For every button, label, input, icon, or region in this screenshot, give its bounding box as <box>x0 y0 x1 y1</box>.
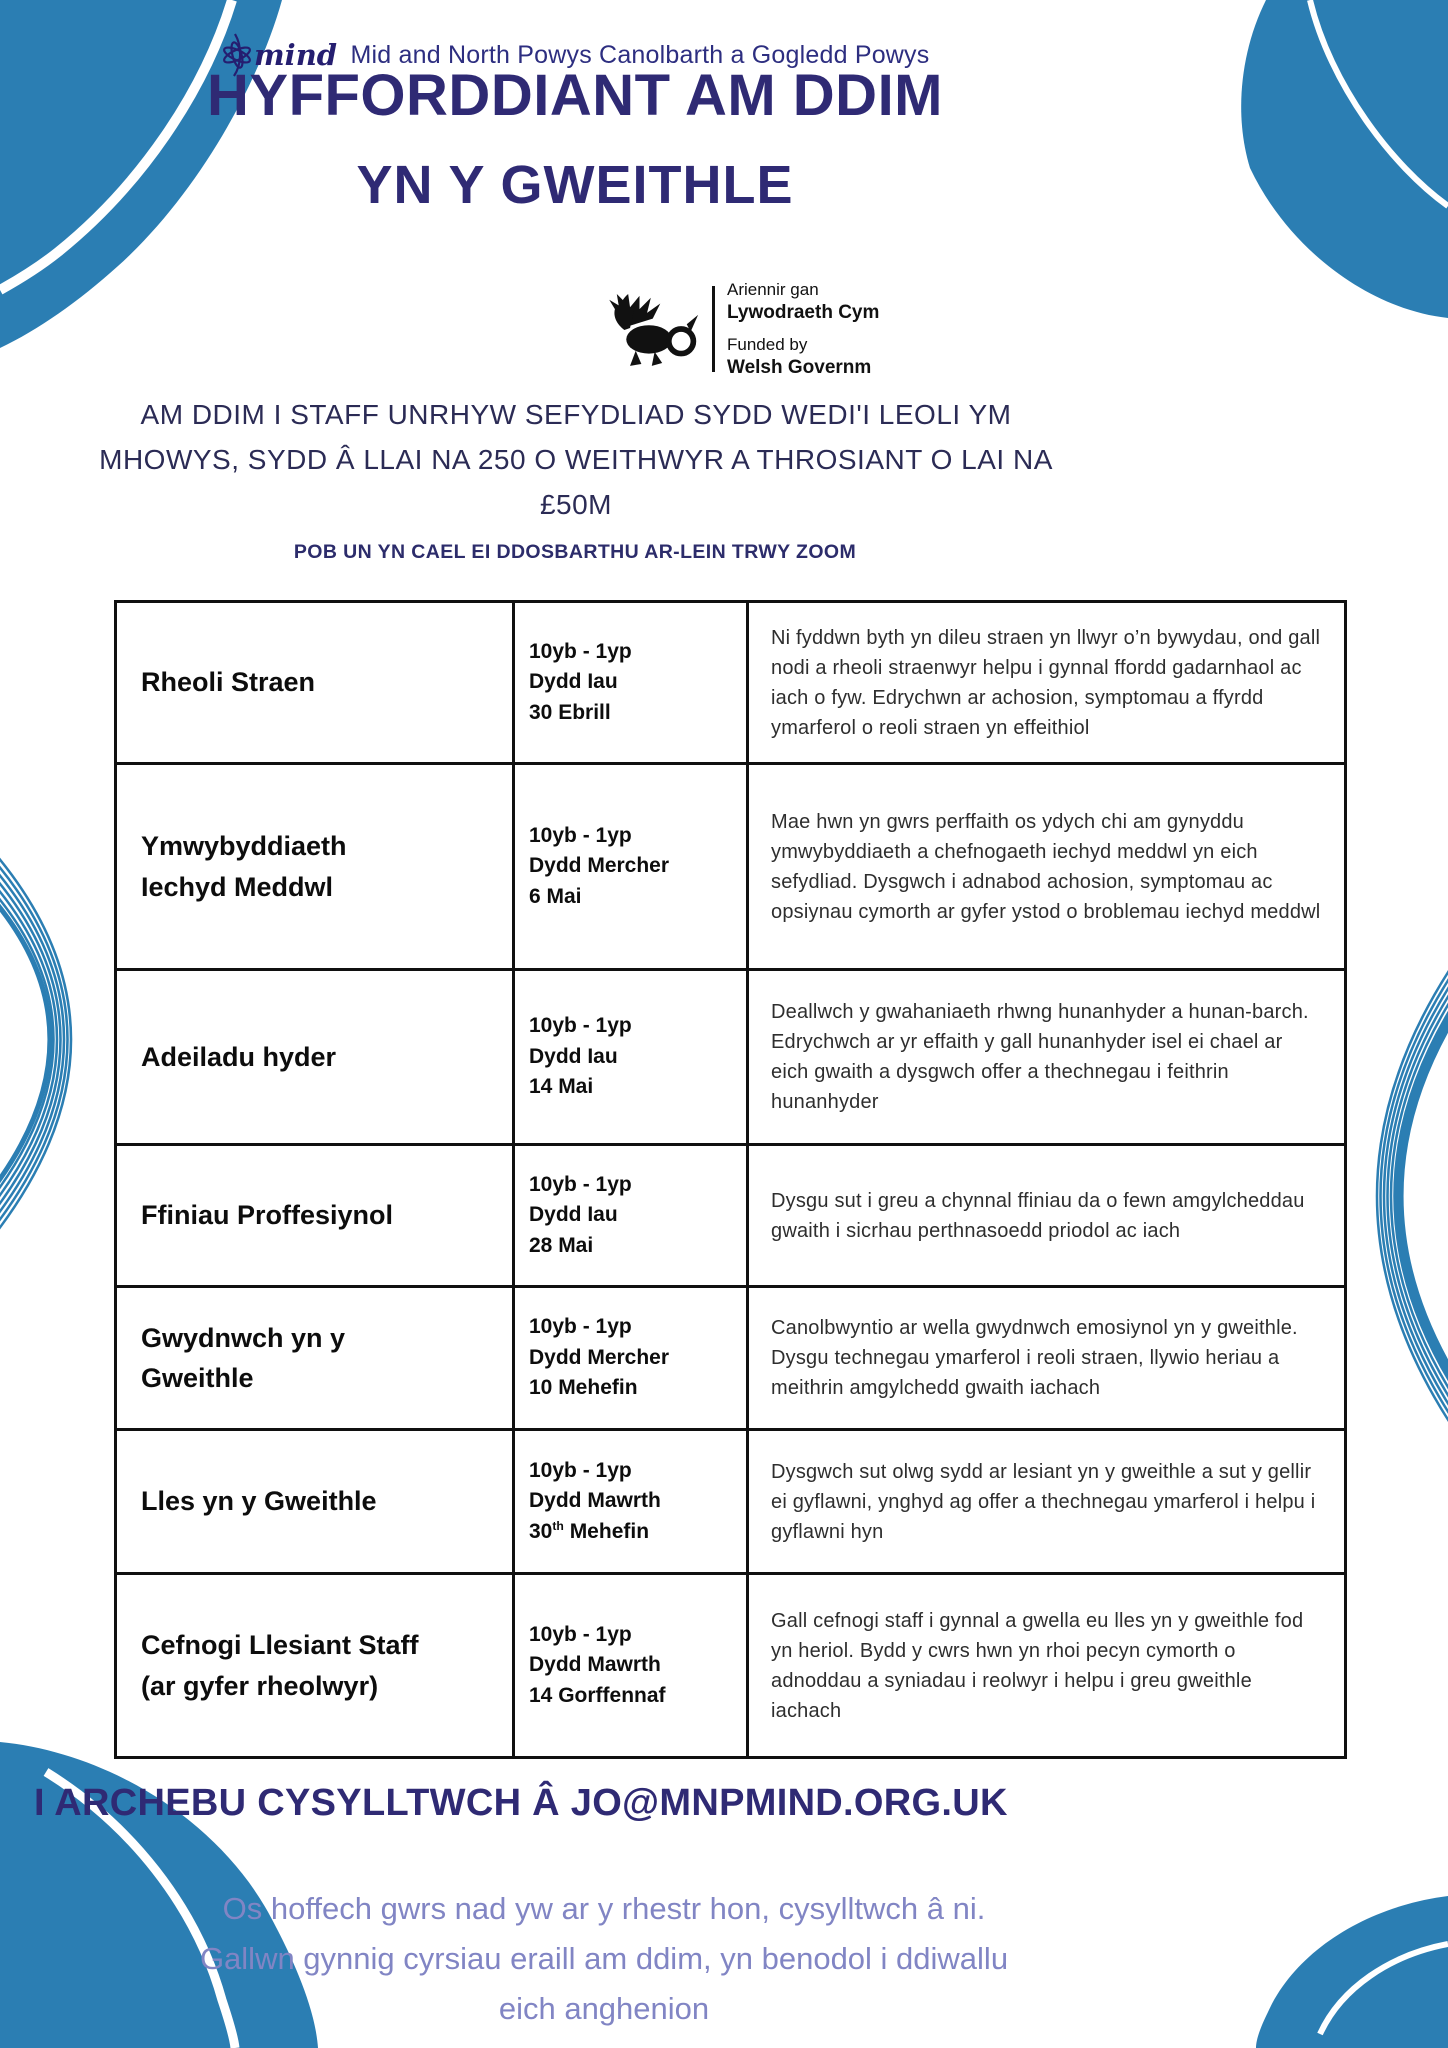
course-name-cell: Cefnogi Llesiant Staff (ar gyfer rheolwyr) <box>116 1574 514 1758</box>
course-name-cell: Rheoli Straen <box>116 602 514 764</box>
schedule-cell: 10yb - 1yp Dydd Mercher 6 Mai <box>514 764 748 970</box>
footer-line: Os hoffech gwrs nad yw ar y rhestr hon, cysylltwch â ni. <box>222 1891 986 1926</box>
welsh-government-logo <box>596 280 879 378</box>
description-cell: Deallwch y gwahaniaeth rhwng hunanhyder a hunan-barch. Edrychwch ar yr effaith y gall hunanhyder isel ei chael ar eich gwaith a dysgwch offer a thechnegau i feithrin hunanhyder <box>748 970 1346 1145</box>
course-name-cell: Ymwybyddiaeth Iechyd Meddwl <box>116 764 514 970</box>
funder-line-cy2: Lywodraeth Cym <box>727 302 879 324</box>
mind-logo-text: mind <box>253 38 337 72</box>
schedule-cell: 10yb - 1yp Dydd Mawrth 30th Mehefin <box>514 1430 748 1574</box>
page-title-line1: HYFFORDDIANT AM DDIM <box>207 63 943 128</box>
intro-line: MHOWYS, SYDD Â LLAI NA 250 O WEITHWYR A THROSIANT O LAI NA <box>99 444 1053 475</box>
table-row <box>116 602 1346 764</box>
course-name-cell: Lles yn y Gweithle <box>116 1430 514 1574</box>
table-row <box>116 970 1346 1145</box>
org-name: Mid and North Powys Canolbarth a Gogledd Powys <box>350 40 930 69</box>
table-row <box>116 1287 1346 1430</box>
decor-top-right-blob <box>1241 0 1448 318</box>
description-cell: Dysgu sut i greu a chynnal ffiniau da o fewn amgylcheddau gwaith i sicrhau perthnasoedd priodol ac iach <box>748 1145 1346 1287</box>
table-row <box>116 1145 1346 1287</box>
welsh-dragon-icon <box>596 284 700 374</box>
schedule-cell: 10yb - 1yp Dydd Iau 28 Mai <box>514 1145 748 1287</box>
schedule-cell: 10yb - 1yp Dydd Iau 14 Mai <box>514 970 748 1145</box>
logo-divider <box>712 286 715 372</box>
schedule-cell: 10yb - 1yp Dydd Mercher 10 Mehefin <box>514 1287 748 1430</box>
page-title-line2: YN Y GWEITHLE <box>356 155 794 215</box>
course-name-cell: Gwydnwch yn y Gweithle <box>116 1287 514 1430</box>
description-cell: Dysgwch sut olwg sydd ar lesiant yn y gweithle a sut y gellir ei gyflawni, ynghyd ag offer a thechnegau ymarferol i helpu i gyflawni hyn <box>748 1430 1346 1574</box>
intro-line: £50M <box>539 489 613 520</box>
schedule-cell: 10yb - 1yp Dydd Iau 30 Ebrill <box>514 602 748 764</box>
decor-right-loop-lines <box>1377 960 1448 1432</box>
delivery-note: POB UN YN CAEL EI DDOSBARTHU AR-LEIN TRWY ZOOM <box>293 541 857 563</box>
description-cell: Gall cefnogi staff i gynnal a gwella eu lles yn y gweithle fod yn heriol. Bydd y cwrs hwn yn rhoi pecyn cymorth o adnoddau a syniadau i reolwyr i helpu i greu gweithle iachach <box>748 1574 1346 1758</box>
decor-left-loop-lines <box>0 850 71 1238</box>
description-cell: Canolbwyntio ar wella gwydnwch emosiynol yn y gweithle. Dysgu technegau ymarferol i reoli straen, llywio heriau a meithrin amgylchedd gwaith iachach <box>748 1287 1346 1430</box>
intro-paragraph <box>54 392 1098 527</box>
table-row <box>116 1574 1346 1758</box>
funder-line-cy1: Ariennir gan <box>727 280 819 299</box>
booking-heading[interactable]: I ARCHEBU CYSYLLTWCH Â JO@MNPMIND.ORG.UK <box>34 1782 1008 1824</box>
funder-line-en2: Welsh Governm <box>727 356 872 378</box>
table-row <box>116 1430 1346 1574</box>
footer-line: Gallwn gynnig cyrsiau eraill am ddim, yn benodol i ddiwallu <box>199 1941 1009 1976</box>
footer-line: eich anghenion <box>498 1991 710 2026</box>
description-cell: Ni fyddwn byth yn dileu straen yn llwyr o’n bywydau, ond gall nodi a rheoli straenwyr helpu i gynnal ffordd gadarnhaol ac iach o fyw. Edrychwn ar achosion, symptomau a ffyrdd ymarferol o reoli straen yn effeithiol <box>748 602 1346 764</box>
footer-note <box>114 1884 1094 2034</box>
course-name-cell: Ffiniau Proffesiynol <box>116 1145 514 1287</box>
decor-bottom-right-blob <box>1256 1896 1448 2048</box>
intro-line: AM DDIM I STAFF UNRHYW SEFYDLIAD SYDD WEDI'I LEOLI YM <box>140 399 1012 430</box>
funder-line-en1: Funded by <box>727 334 808 354</box>
table-row <box>116 764 1346 970</box>
course-name-cell: Adeiladu hyder <box>116 970 514 1145</box>
course-table <box>114 600 1347 1759</box>
schedule-cell: 10yb - 1yp Dydd Mawrth 14 Gorffennaf <box>514 1574 748 1758</box>
description-cell: Mae hwn yn gwrs perffaith os ydych chi am gynyddu ymwybyddiaeth a chefnogaeth iechyd meddwl yn eich sefydliad. Dysgwch i adnabod achosion, symptomau ac opsiynau cymorth ar gyfer ystod o broblemau iechyd meddwl <box>748 764 1346 970</box>
funder-text <box>727 280 879 378</box>
